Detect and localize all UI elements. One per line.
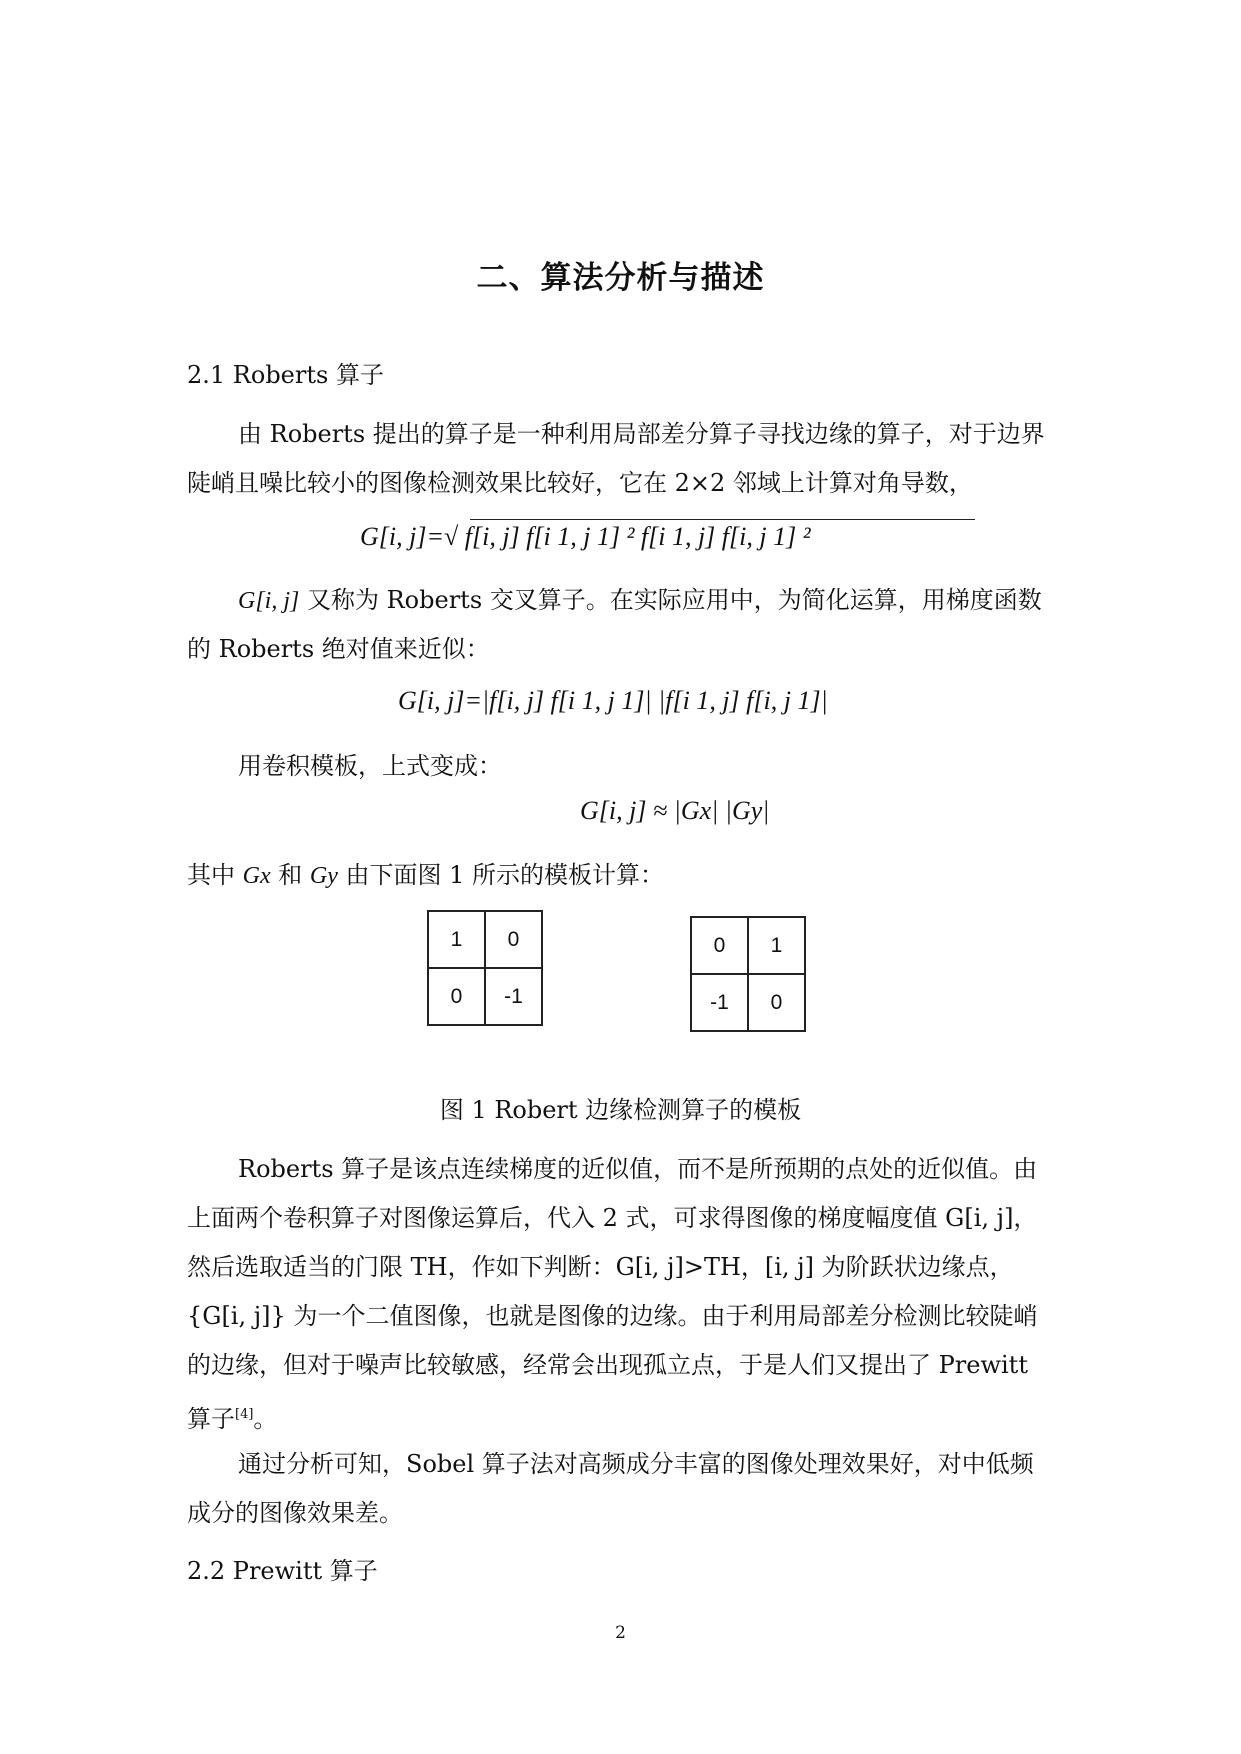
paragraph-line: 用卷积模板，上式变成： [238, 752, 502, 780]
template-cell: -1 [485, 968, 542, 1025]
template-cell: 1 [428, 911, 485, 968]
template-cell: -1 [691, 974, 748, 1031]
paragraph-line: Roberts 算子是该点连续梯度的近似值，而不是所预期的点处的近似值。由 [238, 1155, 1038, 1183]
template-cell: 1 [748, 917, 805, 974]
paragraph-line: 由 Roberts 提出的算子是一种利用局部差分算子寻找边缘的算子，对于边界 [238, 420, 1045, 448]
paragraph-text: 由下面图 1 所示的模板计算： [337, 861, 665, 889]
section-heading-prewitt: 2.2 Prewitt 算子 [187, 1557, 378, 1585]
paragraph-line: {G[i, j]} 为一个二值图像，也就是图像的边缘。由于利用局部差分检测比较陡峭 [187, 1302, 1038, 1330]
paragraph-line: 陡峭且噪比较小的图像检测效果比较好，它在 2×2 邻域上计算对角导数， [187, 469, 973, 497]
formula-roberts-abs: G[i, j]=|f[i, j] f[i 1, j 1]| |f[i 1, j] f[i, j 1]| [398, 686, 828, 715]
paragraph-text: 。 [253, 1405, 278, 1433]
template-cell: 0 [691, 917, 748, 974]
formula-convolution: G[i, j] ≈ |Gx| |Gy| [580, 796, 770, 825]
paragraph-line: 成分的图像效果差。 [187, 1499, 403, 1527]
math-inline: Gy [309, 863, 338, 889]
paragraph-line [187, 1390, 277, 1444]
paragraph-text: 又称为 Roberts 交叉算子。在实际应用中，为简化运算，用梯度函数 [299, 586, 1042, 614]
sqrt-vinculum [470, 519, 975, 520]
template-gx [427, 910, 543, 1026]
template-cell: 0 [485, 911, 542, 968]
figure-caption: 图 1 Robert 边缘检测算子的模板 [439, 1096, 802, 1124]
paragraph-text: 和 [270, 861, 310, 889]
paragraph-line: 通过分析可知，Sobel 算子法对高频成分丰富的图像处理效果好，对中低频 [238, 1450, 1034, 1478]
paragraph-line: 上面两个卷积算子对图像运算后，代入 2 式，可求得图像的梯度幅度值 G[i, j]， [187, 1204, 1038, 1232]
template-cell: 0 [428, 968, 485, 1025]
paragraph-text: 其中 [187, 861, 243, 889]
section-heading-roberts: 2.1 Roberts 算子 [187, 361, 384, 389]
page-title: 二、算法分析与描述 [476, 260, 765, 296]
formula-roberts-sqrt: G[i, j]=√ f[i, j] f[i 1, j 1] ² f[i 1, j] f[i, j 1] ² [360, 522, 811, 551]
paragraph-text: 算子 [187, 1405, 235, 1433]
paragraph-line: 然后选取适当的门限 TH，作如下判断：G[i, j]>TH，[i, j] 为阶跃状边缘点， [187, 1253, 1014, 1281]
paragraph-line: 的 Roberts 绝对值来近似： [187, 635, 490, 663]
citation-ref: [4] [235, 1407, 254, 1422]
paragraph-line [238, 576, 1042, 626]
paragraph-line [187, 851, 664, 901]
paragraph-line: 的边缘，但对于噪声比较敏感，经常会出现孤立点，于是人们又提出了 Prewitt [187, 1351, 1028, 1379]
page-number: 2 [615, 1623, 626, 1643]
template-cell: 0 [748, 974, 805, 1031]
template-gy [690, 916, 806, 1032]
math-inline: Gx [242, 863, 271, 889]
math-inline: G[i, j] [238, 588, 300, 614]
